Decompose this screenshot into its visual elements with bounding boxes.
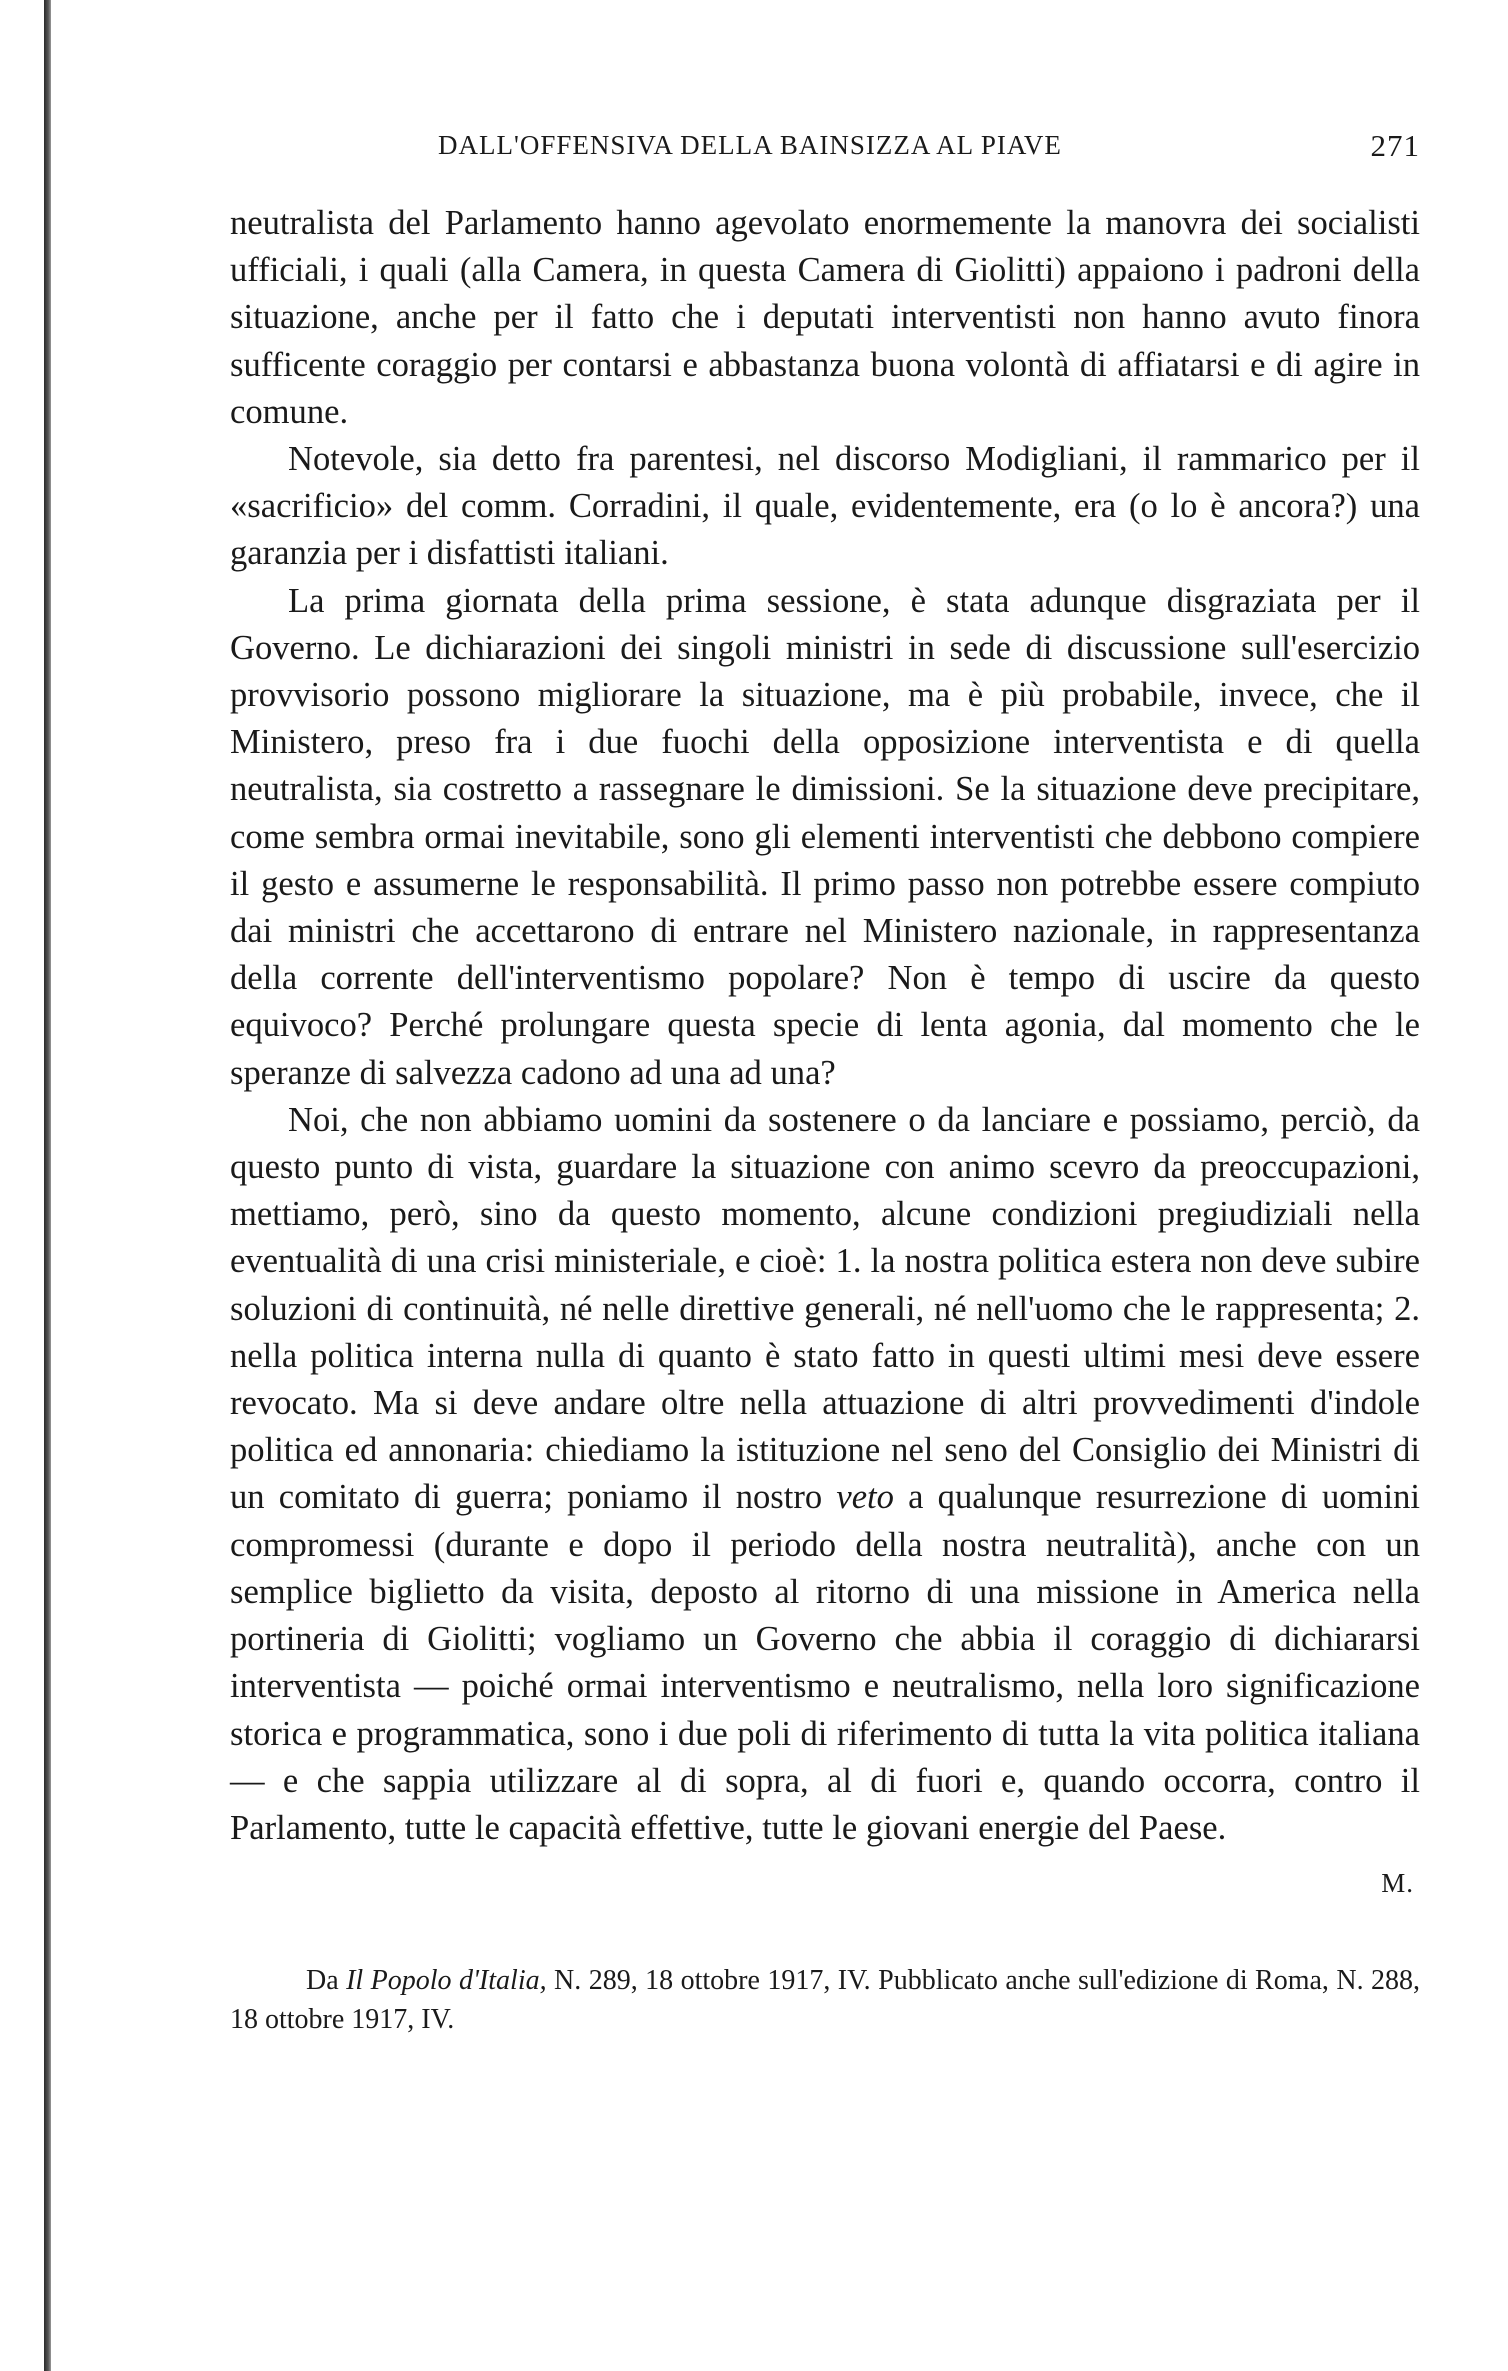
running-title: DALL'OFFENSIVA DELLA BAINSIZZA AL PIAVE [438,130,1062,160]
book-page [230,128,1420,2039]
paragraph-3: La prima giornata della prima sessione, è stata adunque disgraziata per il Governo. Le dichiarazioni dei singoli ministri in sede di discussione sull'esercizio provvisorio possono migliorare la situazione, ma è più probabile, invece, che il Ministero, preso fra i due fuochi della opposizione interventista e di quella neutralista, sia costretto a rassegnare le dimissioni. Se la situazione deve precipitare, come sembra ormai inevitabile, sono gli elementi interventisti che debbono compiere il gesto e assumerne le responsabilità. Il primo passo non potrebbe essere compiuto dai ministri che accettarono di entrare nel Ministero nazionale, in rappresentanza della corrente dell'interventismo popolare? Non è tempo di uscire da questo equivoco? Perché prolungare questa specie di lenta agonia, dal momento che le speranze di salvezza cadono ad una ad una? [230,581,1420,1092]
footnote-source: Il Popolo d'Italia, [346,1965,547,1997]
page-number: 271 [1370,128,1420,163]
paragraph-1: neutralista del Parlamento hanno agevolato enormemente la manovra dei socialisti ufficiali, i quali (alla Camera, in questa Camera di Giolitti) appaiono i padroni della situazione, anche per il fatto che i deputati interventisti non hanno avuto finora sufficente coraggio per contarsi e abbastanza buona volontà di affiatarsi e di agire in comune. [230,204,1420,431]
running-head [230,128,1420,180]
footnote-prefix: Da [306,1965,339,1997]
paragraph-4 [230,1097,1420,1852]
paragraph-2: Notevole, sia detto fra parentesi, nel discorso Modigliani, il rammarico per il «sacrificio» del comm. Corradini, il quale, evidentemente, era (o lo è ancora?) una garanzia per i disfattisti italiani. [230,440,1420,573]
paragraph-4-part-1: Noi, che non abbiamo uomini da sostenere o da lanciare e possiamo, perciò, da questo punto di vista, guardare la situazione con animo scevro da preoccupazioni, mettiamo, però, sino da questo momento, alcune condizioni pregiudiziali nella eventualità di una crisi ministeriale, e cioè: 1. la nostra politica estera non deve subire soluzioni di continuità, né nelle direttive generali, né nell'uomo che le rappresenta; 2. nella politica interna nulla di quanto è stato fatto in questi ultimi mesi deve essere revocato. Ma si deve andare oltre nella attuazione di altri provvedimenti d'indole politica ed annonaria: chiediamo la istituzione nel seno del Consiglio dei Ministri di un comitato di guerra; poniamo il nostro [230,1100,1420,1517]
scan-edge [44,0,51,2371]
body-text [230,200,1420,1852]
footnote-details: N. 289, 18 ottobre 1917, IV. Pubblicato anche sull'edizione di Roma, N. 288, 18 ottobre 1917, IV. [230,1965,1421,2036]
paragraph-4-part-2: a qualunque resurrezione di uomini compromessi (durante e dopo il periodo della nostra neutralità), anche con un semplice biglietto da visita, deposto al ritorno di una missione in America nella portineria di Giolitti; vogliamo un Governo che abbia il coraggio di dichiararsi interventista — poiché ormai interventismo e neutralismo, nella loro significazione storica e programmatica, sono i due poli di riferimento di tutta la vita politica italiana — e che sappia utilizzare al di sopra, al di fuori e, quando occorra, contro il Parlamento, tutte le capacità effettive, tutte le giovani energie del Paese. [230,1478,1420,1847]
footnote-text [230,1961,1420,2039]
signature: M. [1381,1868,1414,1899]
veto-word: veto [836,1478,894,1517]
footnote [230,1961,1420,2039]
